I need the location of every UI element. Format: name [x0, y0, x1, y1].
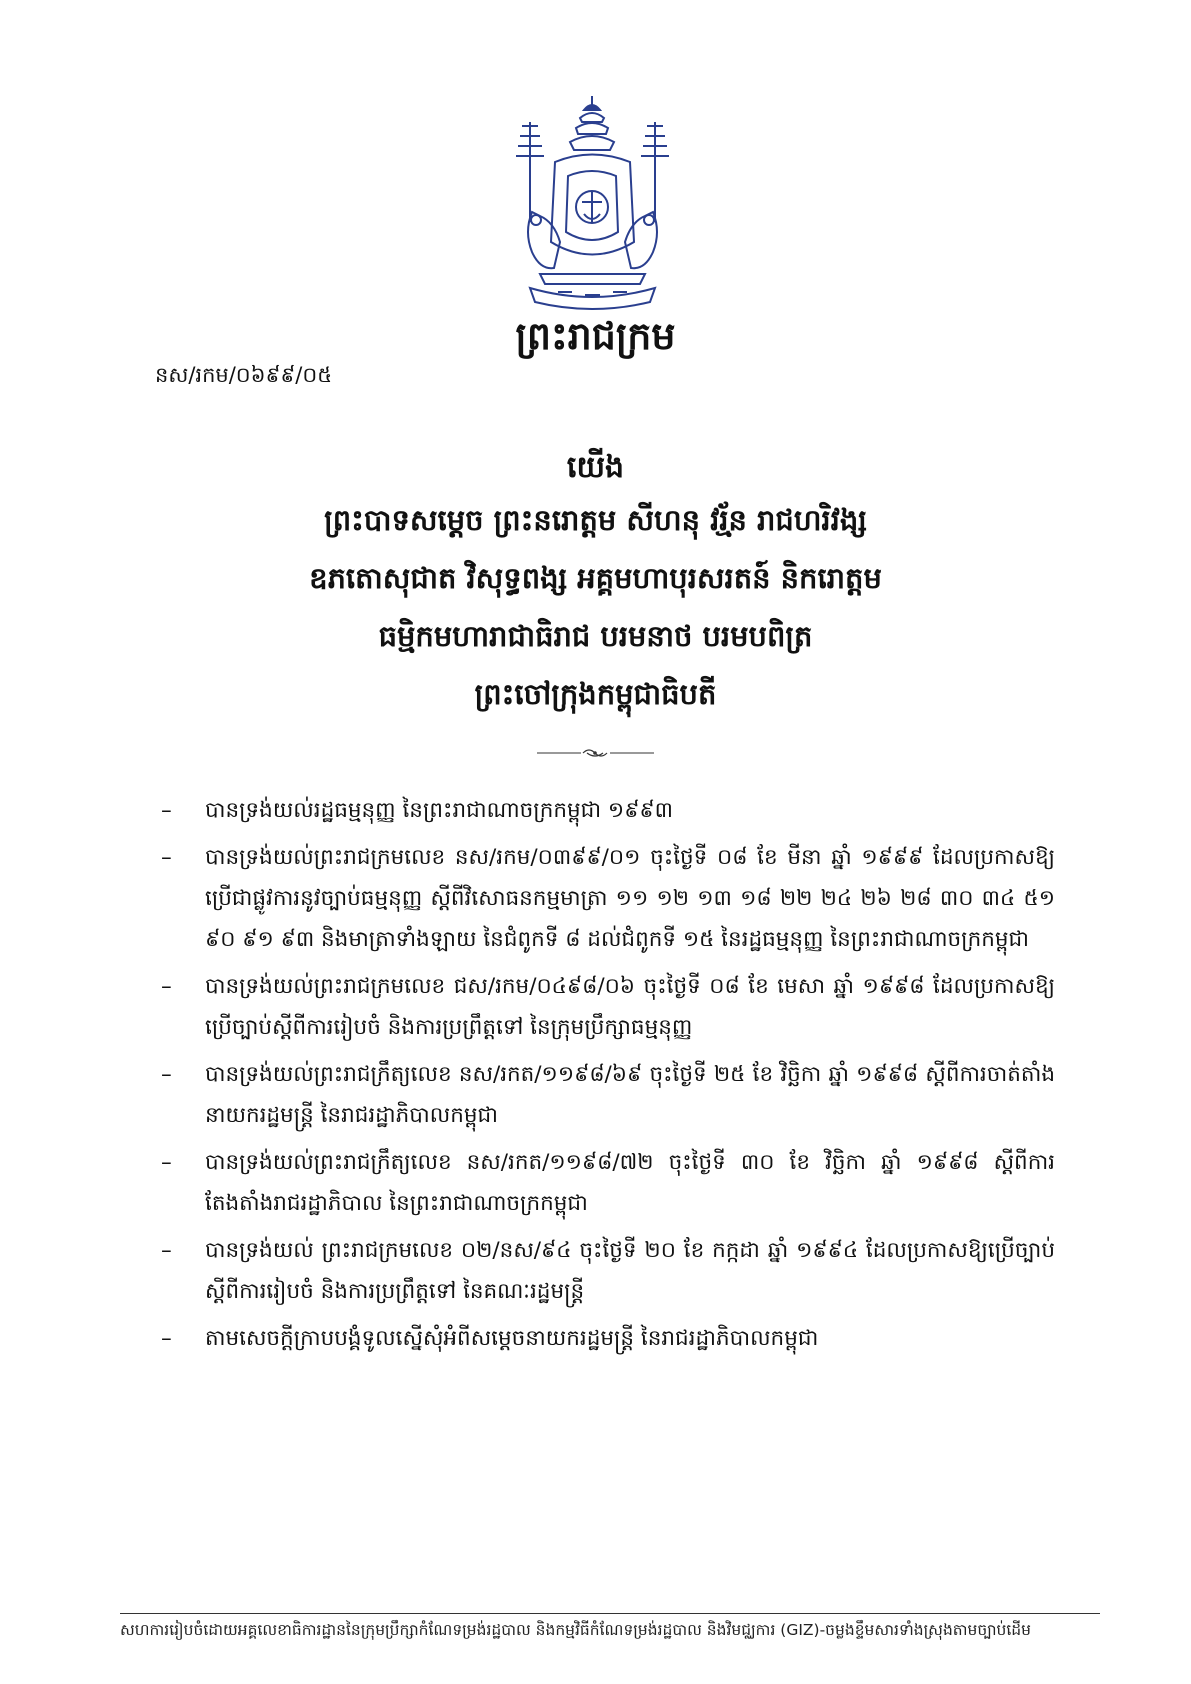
heading-we: យើង — [566, 450, 625, 485]
list-item-text: តាមសេចក្តីក្រាបបង្គំទូលស្នើសុំអំពីសម្តេចនាយករដ្ឋមន្ត្រី នៃរាជរដ្ឋាភិបាលកម្ពុជា — [205, 1326, 819, 1351]
dash-bullet: – — [161, 845, 172, 870]
list-item-text: បានទ្រង់យល់ព្រះរាជក្រមលេខ ជស/រកម/០៤៩៨/០៦ ចុះថ្ងៃទី ០៨ ខែ មេសា ឆ្នាំ ១៩៩៨ ដែលប្រកាសឱ្យប្រើច្បាប់ស្តីពីការរៀបចំ និងការប្រព្រឹត្តទៅ នៃក្រុមប្រឹក្សាធម្មនុញ្ញ — [205, 974, 1055, 1040]
heading-line-4: ព្រះចៅក្រុងកម្ពុជាធិបតី — [474, 677, 717, 711]
dash-bullet: – — [161, 1062, 172, 1087]
dash-bullet: – — [161, 1326, 172, 1351]
document-title: ព្រះរាជក្រម — [515, 314, 676, 358]
dash-bullet: – — [161, 798, 172, 823]
heading-line-2: ឧភតោសុជាត វិសុទ្ធពង្ស អគ្គមហាបុរសរតន៍ និករោត្តម — [309, 561, 882, 595]
list-item — [155, 1142, 1055, 1224]
footer-divider — [120, 1613, 1100, 1614]
list-item-text: បានទ្រង់យល់ ព្រះរាជក្រមលេខ ០២/នស/៩៤ ចុះថ្ងៃទី ២០ ខែ កក្កដា ឆ្នាំ ១៩៩៤ ដែលប្រកាសឱ្យប្រើច្បាប់ ស្តីពីការរៀបចំ និងការប្រព្រឹត្តទៅ នៃគណៈរដ្ឋមន្ត្រី — [205, 1238, 1055, 1304]
list-item — [155, 1230, 1055, 1312]
list-item-text: បានទ្រង់យល់ព្រះរាជក្រឹត្យលេខ នស/រកត/១១៩៨/៧២ ចុះថ្ងៃទី ៣០ ខែ វិច្ឆិកា ឆ្នាំ ១៩៩៨ ស្តីពីការតែងតាំងរាជរដ្ឋាភិបាល នៃព្រះរាជាណាចក្រកម្ពុជា — [205, 1150, 1055, 1216]
list-item — [155, 790, 1055, 831]
heading-line-3: ធម្មិកមហារាជាធិរាជ បរមនាថ បរមបពិត្រ — [378, 619, 813, 653]
list-item-text: បានទ្រង់យល់ព្រះរាជក្រមលេខ នស/រកម/០៣៩៩/០១ ចុះថ្ងៃទី ០៨ ខែ មីនា ឆ្នាំ ១៩៩៩ ដែលប្រកាសឱ្យប្រើជាផ្លូវការនូវច្បាប់ធម្មនុញ្ញ ស្តីពីវិសោធនកម្មមាត្រា ១១ ១២ ១៣ ១៨ ២២ ២៤ ២៦ ២៨ ៣០ ៣៤ ៥១ ៩០ ៩១ ៩៣ និងមាត្រាទាំងឡាយ នៃជំពូកទី ៨ ដល់ជំពូកទី ១៥ នៃរដ្ឋធម្មនុញ្ញ នៃព្រះរាជាណាចក្រកម្ពុជា — [205, 845, 1055, 952]
heading-line-1: ព្រះបាទសម្តេច ព្រះនរោត្តម សីហនុ វរ្ម័ន រាជហរិវង្ស — [324, 503, 867, 537]
list-item — [155, 966, 1055, 1048]
ornamental-divider — [537, 745, 654, 761]
list-item-text: បានទ្រង់យល់រដ្ឋធម្មនុញ្ញ នៃព្រះរាជាណាចក្រកម្ពុជា ១៩៩៣ — [205, 798, 674, 823]
footer-note: សហការរៀបចំដោយអគ្គលេខាធិការដ្ឋាននៃក្រុមប្រឹក្សាកំណែទម្រង់រដ្ឋបាល និងកម្មវិធីកំណែទម្រង់រដ្ឋបាល និងវិមជ្ឈការ (GIZ)-ចម្លងខ្ទឹមសារទាំងស្រុងតាមច្បាប់ដើម — [120, 1621, 1031, 1639]
dash-bullet: – — [161, 1150, 172, 1175]
list-item — [155, 1318, 1055, 1359]
list-item-text: បានទ្រង់យល់ព្រះរាជក្រឹត្យលេខ នស/រកត/១១៩៨/៦៩ ចុះថ្ងៃទី ២៥ ខែ វិច្ឆិកា ឆ្នាំ ១៩៩៨ ស្តីពីការចាត់តាំងនាយករដ្ឋមន្ត្រី នៃរាជរដ្ឋាភិបាលកម្ពុជា — [205, 1062, 1055, 1128]
dash-bullet: – — [161, 1238, 172, 1263]
dash-bullet: – — [161, 974, 172, 999]
list-item — [155, 1054, 1055, 1136]
list-item — [155, 837, 1055, 960]
preamble-list — [155, 790, 1055, 1365]
reference-number: នស/រកម/០៦៩៩/០៥ — [155, 363, 333, 387]
royal-coat-of-arms-emblem — [510, 92, 675, 310]
